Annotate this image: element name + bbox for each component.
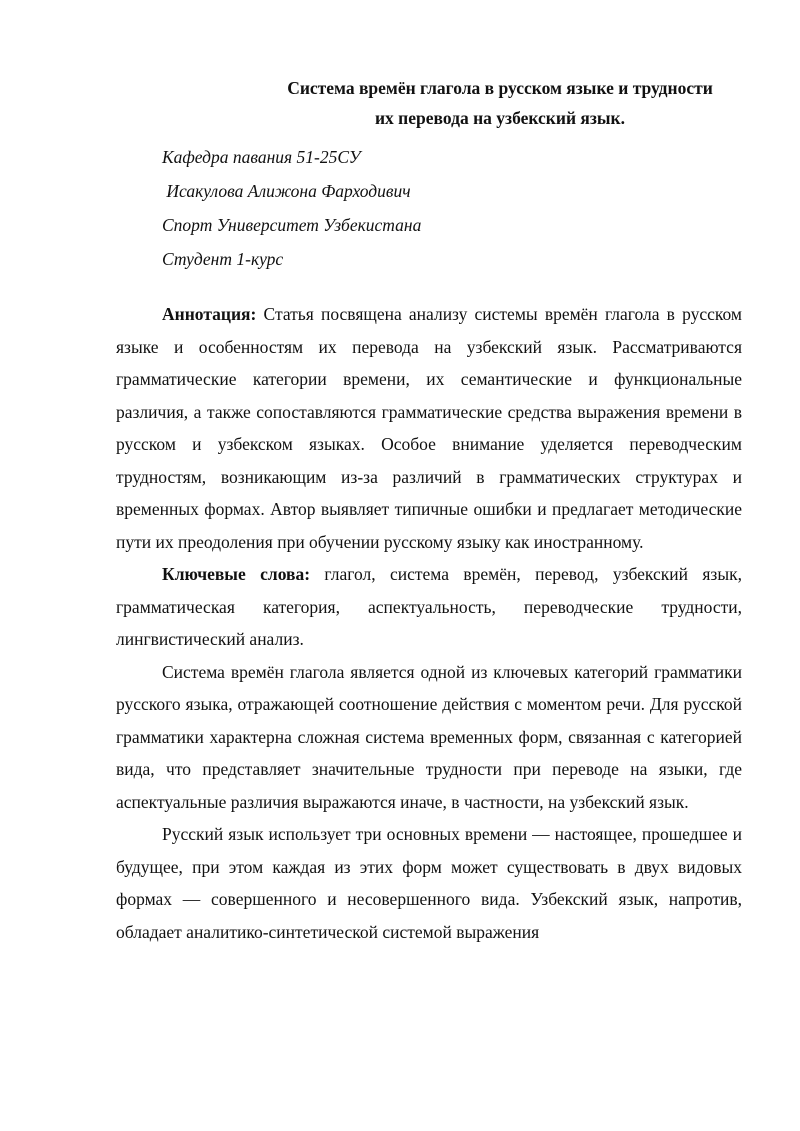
body-paragraph: Система времён глагола является одной из ключевых категорий грамматики русского языка, отражающей соотношение действия с моментом речи. Для русской грамматики характерна сложная система временных форм, связанная с категорией вида, что представляет значительные трудности при переводе на языки, где аспектуальные различия выражаются иначе, в частности, на узбекский язык. bbox=[116, 661, 742, 812]
department: Кафедра павания 51-25СУ bbox=[162, 147, 361, 167]
keywords-text: глагол, система времён, перевод, узбекский язык, грамматическая категория, аспектуальность, переводческие трудности, лингвистический анализ. bbox=[116, 564, 742, 649]
article-title bbox=[240, 73, 760, 133]
student-status: Студент 1-курс bbox=[162, 249, 284, 269]
title-line-1: Система времён глагола в русском языке и трудности bbox=[287, 78, 713, 98]
keywords-label: Ключевые слова: bbox=[162, 564, 311, 584]
author-info bbox=[162, 140, 421, 276]
keywords-paragraph bbox=[116, 558, 742, 656]
abstract-paragraph bbox=[116, 298, 742, 558]
article-body bbox=[116, 298, 742, 948]
author-name: Исакулова Алижона Фарходивич bbox=[162, 181, 411, 201]
title-line-2: их перевода на узбекский язык. bbox=[374, 108, 626, 128]
body-paragraph: Русский язык использует три основных времени — настоящее, прошедшее и будущее, при этом каждая из этих форм может существовать в двух видовых формах — совершенного и несовершенного вида. Узбекский язык, напротив, обладает аналитико-синтетической системой выражения bbox=[116, 824, 742, 942]
abstract-label: Аннотация: bbox=[162, 304, 257, 324]
abstract-text: Статья посвящена анализу системы времён глагола в русском языке и особенностям их перевода на узбекский язык. Рассматриваются грамматические категории времени, их семантические и функциональные различия, а также сопоставляются грамматические средства выражения времени в русском и узбекском языках. Особое внимание уделяется переводческим трудностям, возникающим из-за различий в грамматических структурах и временных формах. Автор выявляет типичные ошибки и предлагает методические пути их преодоления при обучении русскому языку как иностранному. bbox=[116, 304, 742, 552]
university: Спорт Университет Узбекистана bbox=[162, 215, 422, 235]
